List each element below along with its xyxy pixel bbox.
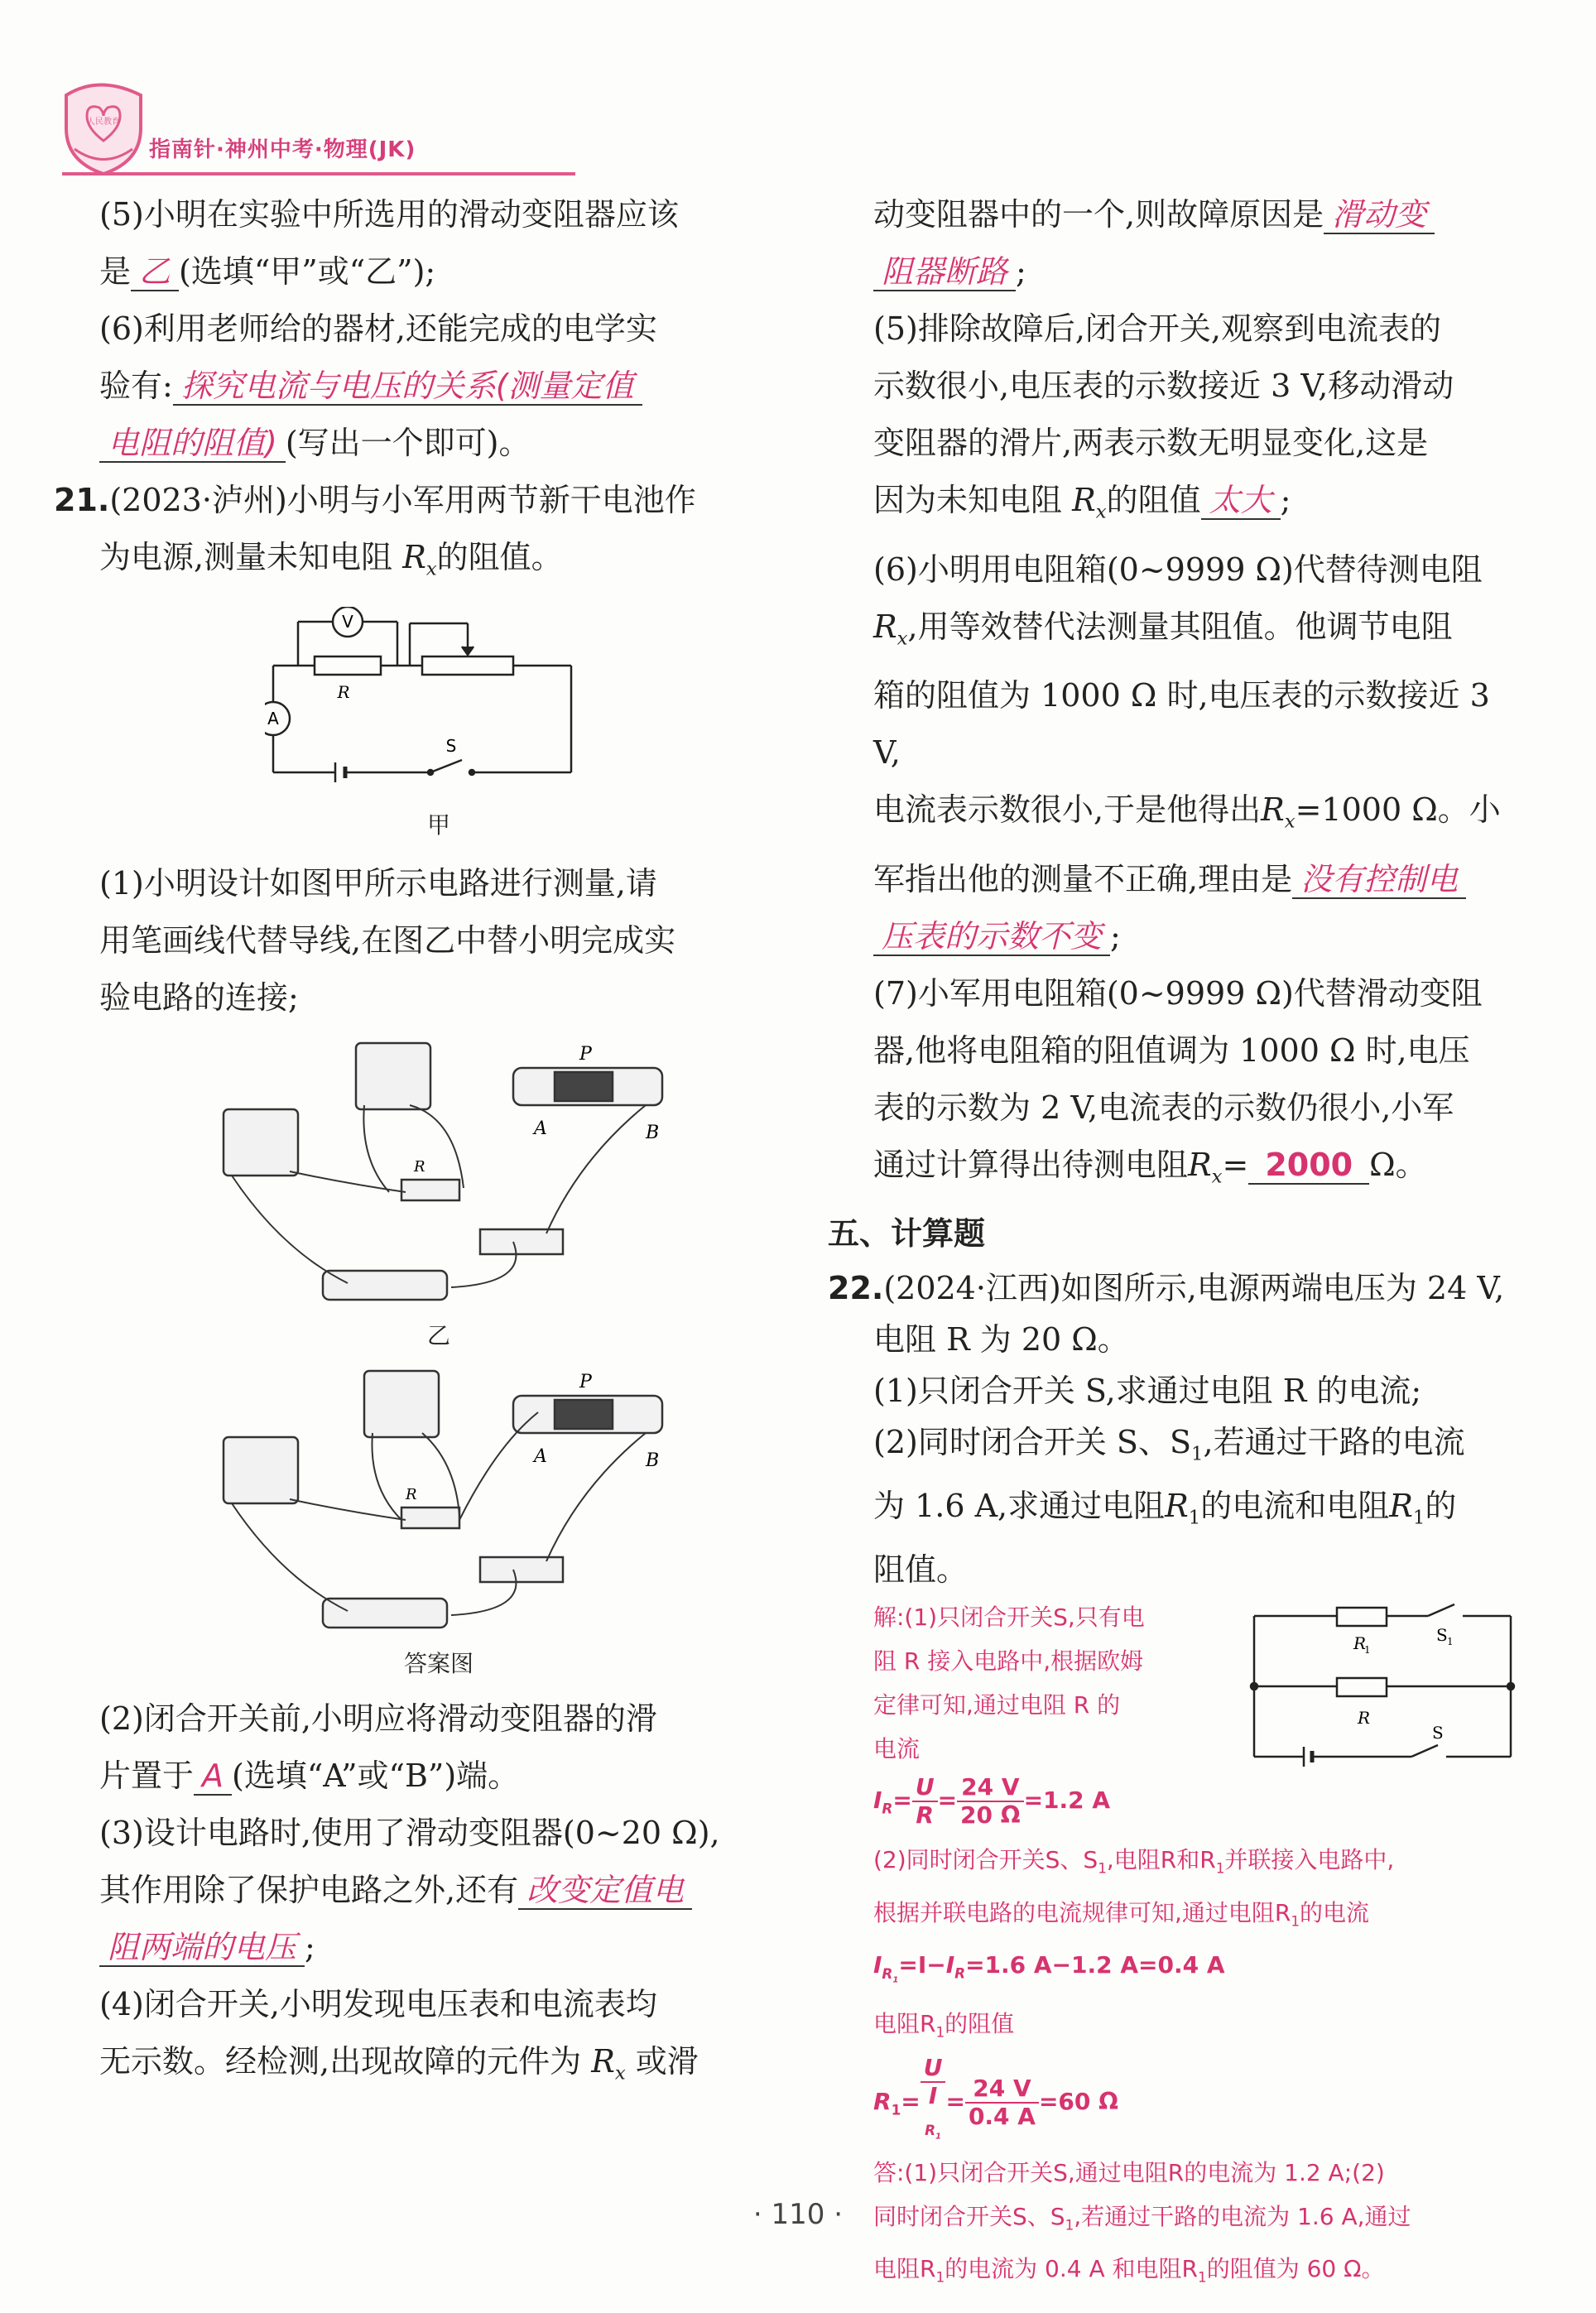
q6-answer-2: 电阻的阻值)	[99, 425, 286, 463]
circuit-diagram-jia	[265, 607, 613, 805]
formula-2: $R_1=$ U I $_{R_1}$ = $\frac{24 V}{0.4 A}$ =60 Ω	[873, 2053, 1118, 2142]
r7-line3: 表的示数为 2 V,电流表的示数仍很小,小军	[873, 1089, 1454, 1126]
r1-answer-2: 阻器断路	[873, 253, 1016, 291]
q21-number: 21.	[54, 482, 110, 518]
formula-1: $I_R=$ $\frac{U}{R}$ = $\frac{24 V}{20 \Omega}$ =1.2 A	[873, 1772, 1111, 1829]
sol1-line3: 定律可知,通过电阻 R 的	[873, 1690, 1121, 1719]
q6-line1: (6)利用老师给的器材,还能完成的电学实	[99, 310, 657, 347]
r7-line2: 器,他将电阻箱的阻值调为 1000 Ω 时,电压	[873, 1031, 1470, 1069]
r5-line4: 因为未知电阻 $R_x$的阻值 太大 ;	[873, 482, 1291, 523]
r7-line4: 通过计算得出待测电阻$R_x= 2000$ Ω。	[873, 1146, 1427, 1188]
r7-answer: 2000	[1248, 1147, 1369, 1185]
circuit-diagram-q22	[1246, 1599, 1519, 1782]
svg-text:V: V	[342, 611, 353, 632]
section-title-calculation: 五、计算题	[828, 1215, 986, 1253]
answer-line1: 答:(1)只闭合开关S,通过电阻R的电流为 1.2 A;(2)	[873, 2158, 1385, 2186]
sol2-line1: (2)同时闭合开关S、$S_1$,电阻R和$R_1$并联接入电路中,	[873, 1846, 1395, 1877]
p2-line1: (2)闭合开关前,小明应将滑动变阻器的滑	[99, 1700, 657, 1737]
q22-line1: 22.(2024·江西)如图所示,电源两端电压为 24 V,	[828, 1270, 1505, 1307]
p2-line2: 片置于 A (选填“A”或“B”)端。	[99, 1757, 520, 1794]
r6-line6: 压表的示数不变 ;	[873, 908, 1511, 965]
svg-text:1: 1	[1447, 1635, 1454, 1647]
svg-text:S: S	[1436, 1624, 1448, 1645]
r1-line1: 动变阻器中的一个,则故障原因是 滑动变	[873, 186, 1511, 243]
q5-line1: (5)小明在实验中所选用的滑动变阻器应该	[99, 196, 679, 233]
q22-sub2-line1: (2)同时闭合开关 S、$S_1$,若通过干路的电流	[873, 1424, 1465, 1465]
q22-sub2-line3: 阻值。	[873, 1551, 969, 1588]
q22-sub2-line2: 为 1.6 A,求通过电阻$R_1$的电流和电阻$R_1$的	[873, 1487, 1457, 1529]
apparatus-figure-yi	[182, 1035, 695, 1316]
svg-text:R: R	[406, 1485, 417, 1503]
p3-line2: 其作用除了保护电路之外,还有 改变定值电	[99, 1862, 778, 1919]
p1-line1: (1)小明设计如图甲所示电路进行测量,请	[99, 864, 657, 902]
page-number: · 110 ·	[752, 2198, 844, 2231]
r5-line2: 示数很小,电压表的示数接近 3 V,移动滑动	[873, 368, 1454, 404]
p2-answer: A	[194, 1758, 232, 1796]
answer-figure	[182, 1363, 695, 1644]
answer-line2: 同时闭合开关S、$S_1$,若通过干路的电流为 1.6 A,通过	[873, 2202, 1411, 2234]
q5-answer: 乙	[131, 253, 179, 291]
sol2-line2: 根据并联电路的电流规律可知,通过电阻$R_1$的电流	[873, 1898, 1370, 1930]
svg-text:人民教育: 人民教育	[87, 118, 120, 127]
svg-text:A: A	[267, 708, 279, 729]
r5-answer: 太大	[1201, 482, 1281, 520]
figure-caption-jia: 甲	[426, 810, 450, 839]
r6-line5: 军指出他的测量不正确,理由是 没有控制电	[873, 851, 1511, 908]
r1-line2: 阻器断路 ;	[873, 243, 1511, 301]
r6-line1: (6)小明用电阻箱(0~9999 Ω)代替待测电阻	[873, 551, 1483, 588]
header-rule	[62, 172, 575, 176]
q6-line2: 验有: 探究电流与电压的关系(测量定值	[99, 358, 778, 415]
q21-line2: 为电源,测量未知电阻 $R_x$的阻值。	[99, 539, 563, 580]
svg-text:B: B	[646, 1122, 660, 1143]
svg-text:R: R	[1353, 1633, 1367, 1653]
svg-text:P: P	[579, 1371, 592, 1392]
q5-line2: 是 乙 (选填“甲”或“乙”);	[99, 253, 436, 290]
right-column	[828, 186, 1511, 2300]
svg-text:R: R	[1358, 1707, 1371, 1728]
p1-line3: 验电路的连接;	[99, 979, 299, 1016]
p1-line2: 用笔画线代替导线,在图乙中替小明完成实	[99, 921, 676, 959]
q21-line1: 21.(2023·泸州)小明与小军用两节新干电池作	[54, 482, 696, 518]
answer-line3: 电阻$R_1$的电流为 0.4 A 和电阻$R_1$的阻值为 60 Ω。	[873, 2255, 1385, 2287]
r1-answer-1: 滑动变	[1324, 196, 1435, 234]
p3-answer-1: 改变定值电	[518, 1872, 692, 1910]
q6-line3: 电阻的阻值) (写出一个即可)。	[99, 415, 778, 472]
p3-line3: 阻两端的电压 ;	[99, 1919, 778, 1976]
q6-answer-1: 探究电流与电压的关系(测量定值	[173, 368, 642, 406]
sol1-line1: 解:(1)只闭合开关S,只有电	[873, 1603, 1145, 1631]
r6-line3: 箱的阻值为 1000 Ω 时,电压表的示数接近 3 V,	[873, 677, 1490, 772]
svg-text:P: P	[579, 1043, 592, 1065]
header-title: 指南针·神州中考·物理(JK)	[149, 137, 416, 162]
sol1-line2: 阻 R 接入电路中,根据欧姆	[873, 1647, 1144, 1675]
r6-line2: $R_x$,用等效替代法测量其阻值。他调节电阻	[873, 608, 1453, 650]
r5-line1: (5)排除故障后,闭合开关,观察到电流表的	[873, 310, 1441, 347]
header-logo	[58, 79, 579, 178]
q22-line2: 电阻 R 为 20 Ω。	[873, 1321, 1129, 1358]
p4-line1: (4)闭合开关,小明发现电压表和电流表均	[99, 1985, 657, 2022]
r6-answer-1: 没有控制电	[1292, 861, 1466, 899]
svg-text:1: 1	[1364, 1643, 1371, 1656]
left-column	[54, 186, 778, 2102]
svg-text:S: S	[445, 735, 457, 756]
svg-text:S: S	[1432, 1722, 1444, 1743]
svg-text:B: B	[646, 1450, 660, 1471]
r5-line3: 变阻器的滑片,两表示数无明显变化,这是	[873, 425, 1429, 461]
q22-sub1: (1)只闭合开关 S,求通过电阻 R 的电流;	[873, 1373, 1422, 1410]
svg-text:A: A	[534, 1445, 547, 1467]
p3-answer-2: 阻两端的电压	[99, 1929, 305, 1967]
sol1-line4: 电流	[873, 1734, 921, 1762]
p3-line1: (3)设计电路时,使用了滑动变阻器(0~20 Ω),	[99, 1814, 720, 1851]
sol2-line3: $I_{R_1}=I-I_R=1.6$ A−1.2 A=0.4 A	[873, 1951, 1225, 1985]
q22-number: 22.	[828, 1270, 884, 1307]
svg-text:A: A	[534, 1118, 547, 1139]
svg-text:R: R	[414, 1157, 425, 1176]
p4-line2: 无示数。经检测,出现故障的元件为 $R_x$ 或滑	[99, 2042, 699, 2085]
figure-caption-answer: 答案图	[403, 1649, 474, 1677]
r7-line1: (7)小军用电阻箱(0~9999 Ω)代替滑动变阻	[873, 974, 1483, 1012]
svg-text:R: R	[337, 681, 350, 702]
solution-block	[873, 1595, 1511, 2300]
r6-line4: 电流表示数很小,于是他得出$R_x=1000$ Ω。小	[873, 791, 1501, 833]
sol2-line4: 电阻$R_1$的阻值	[873, 2010, 1015, 2041]
figure-caption-yi: 乙	[426, 1321, 450, 1349]
r6-answer-2: 压表的示数不变	[873, 918, 1110, 956]
